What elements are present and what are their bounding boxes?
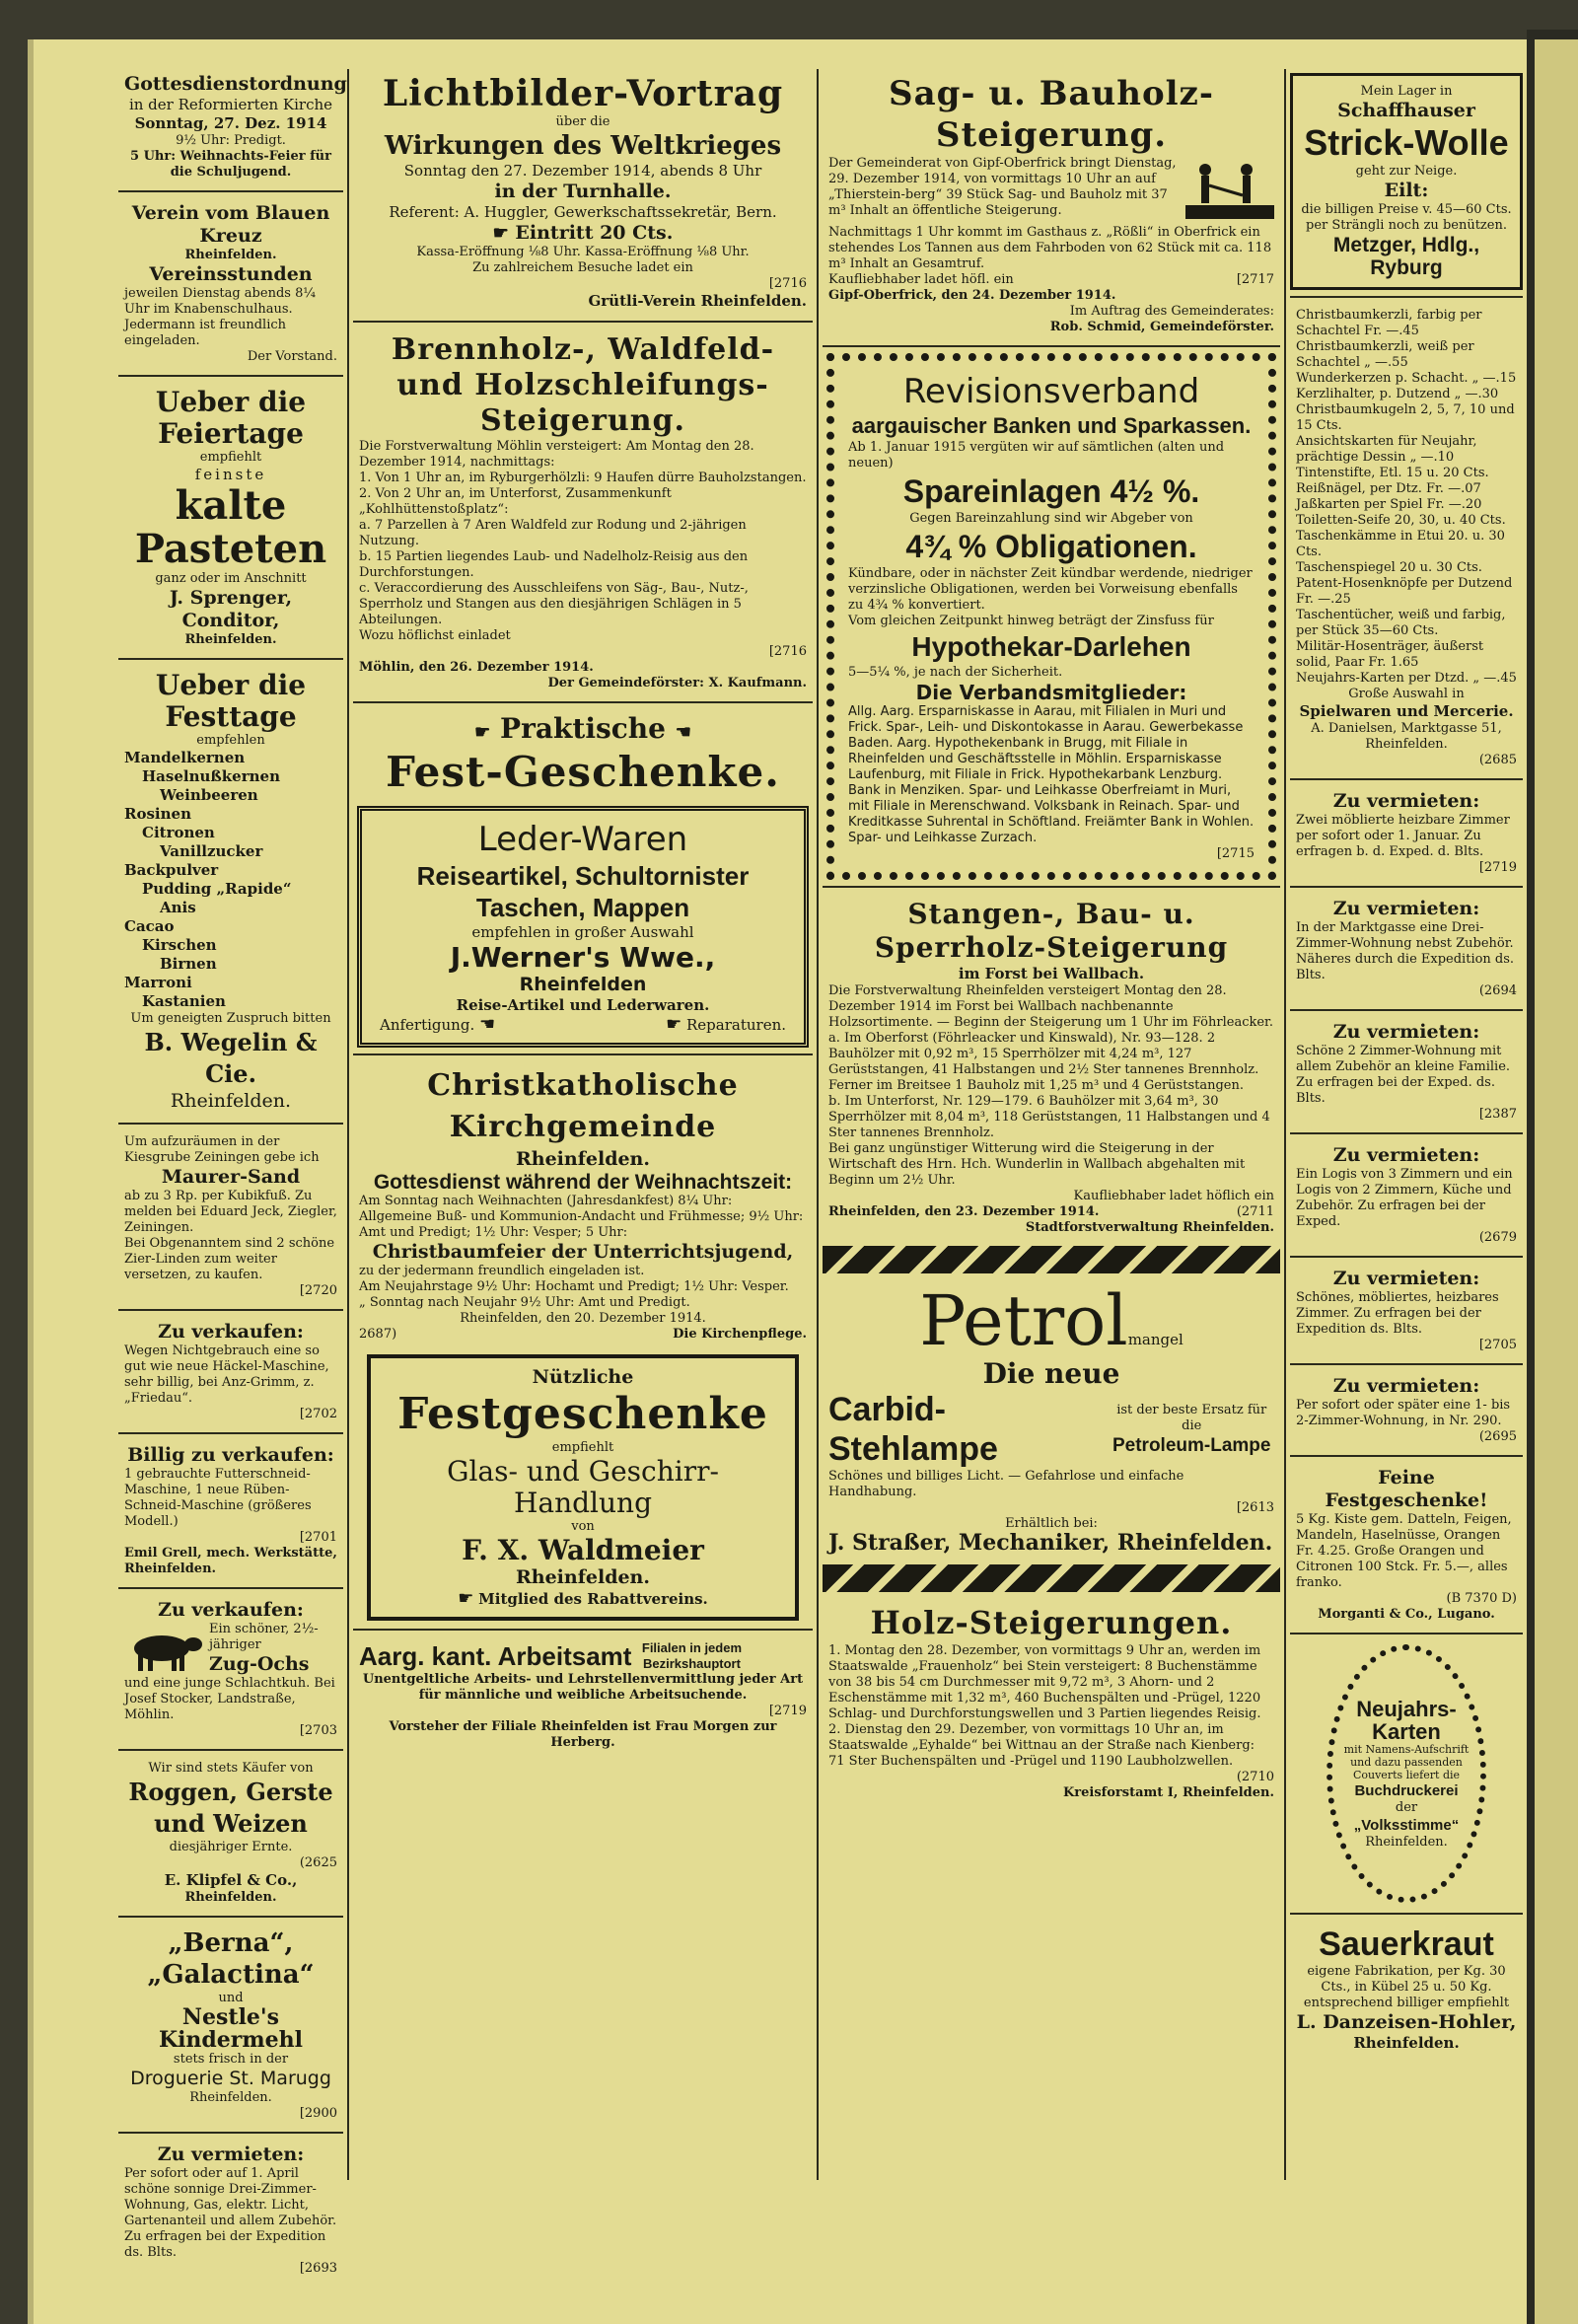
ad-text: Wegen Nichtgebrauch eine so gut wie neue Häckel-Maschine, sehr billig, bei Anz-Grimm, z. „Friedau“. <box>124 1344 329 1406</box>
ad-number: (B 7370 D) <box>1446 1591 1517 1606</box>
ad-number: [2693 <box>299 2261 337 2276</box>
ad-text: Wozu höflichst einladet <box>359 628 511 643</box>
ad-text: a. Im Oberforst (Föhrleacker und Kinswald), Nr. 93—128. 2 Bauhölzer mit 0,92 m³, 15 Sperrhölzer mit 4,24 m³, 127 Gerüststangen, 41 Halbstangen und 2½ Ster tannenes Brennholz. Ferner im Breitsee 1 Bauholz mit 1,25 m³ und 4 Gerüststangen. <box>828 1031 1259 1093</box>
ad-title: Zu vermieten: <box>1332 1144 1480 1166</box>
ad-date: Möhlin, den 26. Dezember 1914. <box>359 660 594 675</box>
ad-text: aargauischer Banken und Sparkassen. <box>851 413 1252 438</box>
ad-number: (2710 <box>1236 1770 1274 1784</box>
column-rule <box>1284 69 1286 2180</box>
pointing-hand-icon: ☚ <box>675 722 691 743</box>
ad-title: Zu vermieten: <box>1332 790 1480 812</box>
ad-verkaufen-1 <box>118 1317 343 1426</box>
ad-text: mit Namens-Aufschrift und dazu passenden Couverts liefert die <box>1343 1742 1470 1781</box>
ad-text: Gegen Bareinzahlung sind wir Abgeber von <box>909 511 1193 526</box>
ad-sign: Die Kirchenpflege. <box>673 1327 807 1342</box>
ad-text: 1. Montag den 28. Dezember, von vormittags 9 Uhr an, werden im Staatswalde „Frauenholz“ bei Stein versteigert: 8 Buchenstämme von 38 bis 54 cm Durchmesser mit 9,72 m³, 3 Ahorn- und 2 Eschenstämme mit 1,32 m³, 460 Buchenspälten und -Prügel, 1220 Schlag- und Durchforstungswellen und 3 Partien liegendes Reisig. <box>828 1643 1261 1721</box>
ad-text: von <box>571 1519 595 1534</box>
ad-text: b. 15 Partien liegendes Laub- und Nadelholz-Reisig aus den Durchforstungen. <box>359 549 749 580</box>
price-item: Christbaumkugeln 2, 5, 7, 10 und 15 Cts. <box>1296 402 1515 433</box>
ad-title: Stangen-, Bau- u. Sperrholz-Steigerung <box>874 898 1229 964</box>
product-item: Pudding „Rapide“ <box>142 880 292 898</box>
ad-title: Sag- u. Bauholz-Steigerung. <box>889 74 1214 155</box>
ad-number: [2716 <box>768 644 807 659</box>
ad-title: Billig zu verkaufen: <box>127 1444 334 1466</box>
ad-heading: im Forst bei Wallbach. <box>958 965 1145 982</box>
ad-text: Unentgeltliche Arbeits- und Lehrstellenvermittlung jeder Art für männliche und weibliche Arbeitsuchende. <box>362 1672 804 1703</box>
ad-text: über die <box>555 114 610 129</box>
ad-neujahrskarten <box>1327 1644 1486 1903</box>
ad-place: Rheinfelden <box>519 974 647 995</box>
ad-title: Revisionsverband <box>902 372 1200 411</box>
ad-title: Praktische <box>500 712 666 745</box>
ad-vermieten-v5 <box>1290 1264 1523 1357</box>
ad-text: Wir sind stets Käufer von <box>148 1761 314 1776</box>
ad-text: empfiehlt <box>199 450 262 465</box>
ad-text: Nachmittags 1 Uhr kommt im Gasthaus z. „Rößli“ in Oberfrick ein stehendes Los Tannen aus dem Fahrboden von 62 Stück mit ca. 118 m³ Inhalt an Gesamtruf. <box>828 225 1272 271</box>
product-item: Rosinen <box>124 805 191 823</box>
product-item: Anis <box>160 899 196 916</box>
ad-heading: Vereinsstunden <box>149 263 313 285</box>
ad-sign: Grütli-Verein Rheinfelden. <box>588 292 807 310</box>
ad-place: Rheinfelden. <box>1365 1834 1448 1850</box>
ad-sign: Rob. Schmid, Gemeindeförster. <box>1049 320 1274 334</box>
ad-text: Schönes, möbliertes, heizbares Zimmer. Zu erfragen bei der Expedition ds. Blts. <box>1296 1290 1499 1337</box>
ad-praktische <box>353 709 813 800</box>
ad-text: Schaffhauser <box>1337 100 1475 121</box>
product-item: Weinbeeren <box>160 786 258 804</box>
ad-text: Bei ganz ungünstiger Witterung wird die Steigerung in der Wirtschaft des Hrn. Hch. Wunderlin in Wallbach abgehalten mit Beginn um 2½ Uhr. <box>828 1141 1246 1188</box>
ad-sauerkraut <box>1290 1921 1523 2057</box>
ad-christbaum <box>1290 304 1523 772</box>
ad-title: Zu verkaufen: <box>158 1599 304 1621</box>
ad-heading: Hypothekar-Darlehen <box>911 631 1191 662</box>
ad-text: empfiehlt <box>551 1440 614 1455</box>
price-item: Kerzlihalter, p. Dutzend „ —.30 <box>1296 387 1499 401</box>
ad-text: In der Marktgasse eine Drei-Zimmer-Wohnung nebst Zubehör. Näheres durch die Expedition ds. Blts. <box>1296 920 1515 982</box>
ad-text: Kündbare, oder in nächster Zeit kündbar werdende, niedriger verzinsliche Obligationen, werden bei Vorweisung ebenfalls zu 4¾ % konvertiert. <box>848 566 1253 613</box>
ad-place: in der Turnhalle. <box>494 181 672 202</box>
column-4 <box>1290 69 1523 2190</box>
ad-number: [2716 <box>768 276 807 291</box>
ad-text: Zu zahlreichem Besuche ladet ein <box>472 260 693 275</box>
ad-title: Zu vermieten: <box>1332 1021 1480 1043</box>
ad-vermieten-v6 <box>1290 1371 1523 1449</box>
ad-text: Schönes und billiges Licht. — Gefahrlose und einfache Handhabung. <box>828 1469 1184 1499</box>
pointing-hand-icon: ☛ <box>492 223 509 244</box>
ad-text: Ab 1. Januar 1915 vergüten wir auf sämtlichen (alten und neuen) <box>848 440 1225 471</box>
ad-text: Reise-Artikel und Lederwaren. <box>456 996 710 1014</box>
ad-arbeitsamt <box>353 1636 813 1755</box>
ad-vortrag <box>353 69 813 315</box>
ad-text: Um aufzuräumen in der Kiesgrube Zeiningen gebe ich <box>124 1134 320 1165</box>
ad-text: Zwei möblierte heizbare Zimmer per sofort oder 1. Januar. Zu erfragen b. d. Exped. d. Blts. <box>1296 813 1510 859</box>
ad-text: Handlung <box>513 1487 652 1519</box>
ad-title: Leder-Waren <box>477 820 688 859</box>
price-item: Taschentücher, weiß und farbig, per Stück 35—60 Cts. <box>1296 608 1506 638</box>
ad-text: geht zur Neige. <box>1355 164 1458 179</box>
ad-text: Die neue <box>982 1357 1120 1390</box>
ad-number: [2701 <box>299 1530 337 1545</box>
ad-name: Morganti & Co., Lugano. <box>1318 1607 1495 1622</box>
ad-number: [2387 <box>1478 1107 1517 1122</box>
column-1 <box>118 69 347 2276</box>
ad-text: Per sofort oder auf 1. April schöne sonnige Drei-Zimmer-Wohnung, Gas, elektr. Licht, Gartenanteil und allem Zubehör. Zu erfragen bei der Expedition ds. Blts. <box>124 2166 337 2260</box>
ad-text: Eintritt 20 Cts. <box>515 222 674 244</box>
ad-date: Rheinfelden, den 20. Dezember 1914. <box>460 1311 706 1326</box>
ad-place: Rheinfelden. <box>170 1090 292 1112</box>
ad-heading: Christbaumfeier der Unterrichtsjugend, <box>372 1241 794 1263</box>
ad-text: empfehlen <box>196 733 265 748</box>
decorative-border <box>823 1564 1280 1592</box>
price-item: Christbaumkerzli, farbig per Schachtel Fr. —.45 <box>1296 308 1482 338</box>
ad-title: Nestle's Kindermehl <box>158 2004 304 2053</box>
product-item: Haselnußkernen <box>142 767 280 785</box>
ad-title: Holz-Steigerungen. <box>870 1604 1233 1641</box>
ad-title: Feine Festgeschenke! <box>1325 1467 1488 1511</box>
column-3 <box>823 69 1280 2190</box>
ad-number: [2702 <box>299 1407 337 1421</box>
ad-number: [2705 <box>1478 1338 1517 1352</box>
ad-text: Filialen in jedem Bezirkshauptort <box>641 1640 743 1671</box>
ad-heading: Gottesdienst während der Weihnachtszeit: <box>373 1171 793 1194</box>
pointing-hand-icon: ☛ <box>474 722 491 743</box>
ad-sag-bauholz <box>823 69 1280 339</box>
price-item: Toiletten-Seife 20, 30, u. 40 Cts. <box>1296 513 1506 528</box>
ad-roggen <box>118 1757 343 1910</box>
ad-title: Karten <box>1372 1718 1441 1744</box>
ad-vermieten-v1 <box>1290 786 1523 880</box>
ad-heading: Die Verbandsmitglieder: <box>915 681 1187 704</box>
ad-text: ist der beste Ersatz für die <box>1116 1402 1267 1433</box>
ad-title: Ueber die Feiertage <box>155 386 307 450</box>
pointing-hand-icon: ☛ <box>666 1014 682 1035</box>
ad-main: Zug-Ochs <box>209 1653 310 1675</box>
ad-name: B. Wegelin & Cie. <box>144 1028 318 1088</box>
ad-text: Anfertigung. <box>380 1016 475 1034</box>
ad-text: Mein Lager in <box>1360 84 1453 99</box>
ad-text: „ Sonntag nach Neujahr 9½ Uhr: Amt und Predigt. <box>359 1295 690 1310</box>
product-item: Vanillzucker <box>160 842 263 860</box>
ad-main: Wirkungen des Weltkrieges <box>384 131 782 161</box>
ad-number: [2715 <box>1216 846 1255 861</box>
price-item: Taschenspiegel 20 u. 30 Cts. <box>1296 560 1482 575</box>
ad-number: [2900 <box>299 2106 337 2121</box>
ad-rate: Spareinlagen 4½ %. <box>902 473 1200 509</box>
ox-icon <box>124 1625 203 1674</box>
ad-text: diesjähriger Ernte. <box>169 1840 293 1854</box>
decorative-border <box>823 1246 1280 1273</box>
ad-text: Der Gemeinderat von Gipf-Oberfrick bringt Dienstag, 29. Dezember 1914, von vormittags 10 Uhr an auf „Thierstein-berg“ 39 Stück Sag- und Bauholz mit 37 m³ Inhalt an öffentliche Steigerung. <box>828 156 1177 218</box>
price-list <box>1296 308 1517 687</box>
price-item: Wunderkerzen p. Schacht. „ —.15 <box>1296 371 1517 386</box>
ad-name: „Volksstimme“ <box>1353 1816 1460 1834</box>
ad-text: 5 Kg. Kiste gem. Datteln, Feigen, Mandeln, Haselnüsse, Orangen Fr. 4.25. Große Orangen und Citronen 100 Stck. Fr. 5.—, alles franko. <box>1296 1512 1512 1590</box>
product-item: Kirschen <box>142 936 217 954</box>
ad-text: Vom gleichen Zeitpunkt hinweg beträgt der Zinsfuss für <box>848 614 1214 628</box>
ad-maurersand <box>118 1130 343 1303</box>
ad-name: Emil Grell, mech. Werkstätte, Rheinfelden. <box>124 1546 337 1576</box>
ad-text: zu der jedermann freundlich eingeladen ist. <box>359 1264 645 1278</box>
price-item: Taschenkämme in Etui 20. u. 30 Cts. <box>1296 529 1505 559</box>
ad-festtage <box>118 666 343 1117</box>
ad-stangen <box>823 894 1280 1240</box>
ad-text: Mitglied des Rabattvereins. <box>478 1590 708 1608</box>
ad-number: [2719 <box>1478 860 1517 875</box>
ad-text: Um geneigten Zuspruch bitten <box>130 1011 331 1026</box>
ad-text: Am Sonntag nach Weihnachten (Jahresdankfest) 8¼ Uhr: Allgemeine Buß- und Kommunion-Andacht und Frühmesse; 9½ Uhr: Amt und Predigt; 1½ Uhr: Vesper; 5 Uhr: <box>359 1194 804 1240</box>
ad-text: Nützliche <box>532 1366 634 1388</box>
ad-text: Schöne 2 Zimmer-Wohnung mit allem Zubehör an kleine Familie. Zu erfragen bei der Exped. ds. Blts. <box>1296 1044 1511 1106</box>
ad-text: mangel <box>1127 1331 1184 1348</box>
ad-title: Fest-Geschenke. <box>386 748 780 796</box>
ad-title: Zu vermieten: <box>1332 1268 1480 1289</box>
ad-number: [2703 <box>299 1723 337 1738</box>
ad-name: J.Werner's Wwe., <box>450 941 716 974</box>
pointing-hand-icon: ☚ <box>479 1014 496 1035</box>
ad-verkaufen-2 <box>118 1595 343 1743</box>
ad-place: Rheinfelden. <box>189 2090 272 2105</box>
ad-revisionsverband <box>826 353 1276 880</box>
ad-number: [2613 <box>1236 1500 1274 1515</box>
ad-text: Spielwaren und Mercerie. <box>1299 702 1514 720</box>
price-item: Neujahrs-Karten per Dtzd. „ —.45 <box>1296 671 1517 686</box>
ad-text: Erhältlich bei: <box>1005 1516 1098 1531</box>
price-item: Jaßkarten per Spiel Fr. —.20 <box>1296 497 1482 512</box>
ad-text: jeweilen Dienstag abends 8¼ Uhr im Knabenschulhaus. Jedermann ist freundlich eingeladen. <box>124 286 316 348</box>
ad-text: der <box>1395 1799 1418 1815</box>
ad-text: feinste <box>194 466 267 483</box>
ad-text: 2. Von 2 Uhr an, im Unterforst, Zusammenkunft „Kohlhüttenstoßplatz“: <box>359 486 672 517</box>
ad-name: F. X. Waldmeier <box>462 1534 704 1566</box>
ad-date: Sonntag den 27. Dezember 1914, abends 8 Uhr <box>403 162 762 180</box>
ad-name: Buchdruckerei <box>1354 1781 1459 1799</box>
ad-number: (2685 <box>1478 753 1517 767</box>
ad-text: und eine junge Schlachtkuh. Bei Josef Stocker, Landstraße, Möhlin. <box>124 1676 335 1722</box>
ad-title: „Galactina“ <box>147 1960 315 1990</box>
ad-title: Zu vermieten: <box>1332 1375 1480 1397</box>
ad-number: (2694 <box>1478 983 1517 998</box>
column-2 <box>353 69 813 2190</box>
ad-title: Aarg. kant. Arbeitsamt <box>359 1641 632 1671</box>
ad-text: Die Forstverwaltung Möhlin versteigert: Am Montag den 28. Dezember 1914, nachmittags: <box>359 439 754 470</box>
ad-name: A. Danielsen, Marktgasse 51, Rheinfelden. <box>1311 721 1502 752</box>
ad-brennholz <box>353 328 813 695</box>
ad-heading: Eilt: <box>1384 180 1429 201</box>
ad-place: Rheinfelden. <box>184 1890 277 1905</box>
ad-text: Referent: A. Huggler, Gewerkschaftssekretär, Bern. <box>389 203 777 221</box>
product-item: Mandelkernen <box>124 749 246 766</box>
ad-number: 2687) <box>359 1327 397 1342</box>
ad-text: Glas- und Geschirr- <box>447 1455 719 1488</box>
ad-text: c. Veraccordierung des Ausschleifens von Säg-, Bau-, Nutz-, Sperrholz und Stangen aus den diesjährigen Schlägen in 5 Abteilungen. <box>359 581 749 627</box>
ad-text: Kassa-Eröffnung ⅛8 Uhr. Kassa-Eröffnung ⅛8 Uhr. <box>416 245 750 259</box>
ad-text: und <box>218 1991 244 2005</box>
ad-feiertage <box>118 383 343 652</box>
ad-text: Petroleum-Lampe <box>1112 1434 1271 1456</box>
ad-holzsteigerungen <box>823 1598 1280 1805</box>
ad-petrol <box>823 1279 1280 1559</box>
ad-date: Sonntag, 27. Dez. 1914 <box>134 114 327 132</box>
product-item: Kastanien <box>142 992 226 1010</box>
ad-text: Die Forstverwaltung Rheinfelden versteigert Montag den 28. Dezember 1914 im Forst bei Wallbach nachbenannte Holzsortimente. — Beginn der Steigerung um 1 Uhr im Föhrleacker. <box>828 983 1273 1030</box>
price-item: Ansichtskarten für Neujahr, prächtige Dessin „ —.10 <box>1296 434 1477 465</box>
ad-vermieten-v3 <box>1290 1017 1523 1126</box>
ad-text: eigene Fabrikation, per Kg. 30 Cts., in Kübel 25 u. 50 Kg. entsprechend billiger empfiehlt <box>1303 1964 1510 2010</box>
ad-name: Metzger, Hdlg., Ryburg <box>1332 234 1480 279</box>
ad-title: Verein vom Blauen Kreuz <box>131 202 330 247</box>
ad-text: die billigen Preise v. 45—60 Cts. per Strängli noch zu benützen. <box>1301 202 1512 233</box>
ad-number: (2679 <box>1478 1230 1517 1245</box>
ad-text: Ein schöner, 2½-jähriger <box>209 1622 319 1652</box>
product-item: Marroni <box>124 974 192 991</box>
ad-name: J. Sprenger, Conditor, <box>169 587 293 631</box>
price-item: Militär-Hosenträger, äußerst solid, Paar Fr. 1.65 <box>1296 639 1484 670</box>
ad-name: E. Klipfel & Co., <box>164 1871 298 1889</box>
ad-place: Rheinfelden. <box>184 248 277 262</box>
ad-title: „Berna“, <box>168 1928 294 1958</box>
product-item: Cacao <box>124 917 175 935</box>
price-item: Tintenstifte, Etl. 15 u. 20 Cts. <box>1296 466 1489 480</box>
ad-name: J. Straßer, Mechaniker, Rheinfelden. <box>828 1530 1273 1556</box>
product-item: Birnen <box>160 955 217 973</box>
ad-text: ab zu 3 Rp. per Kubikfuß. Zu melden bei Eduard Jeck, Ziegler, Zeiningen. <box>124 1189 337 1235</box>
ad-number: (2695 <box>1478 1429 1517 1444</box>
ad-text: Vorsteher der Filiale Rheinfelden ist Frau Morgen zur Herberg. <box>389 1719 777 1750</box>
ad-number: [2720 <box>299 1283 337 1298</box>
product-item: Backpulver <box>124 861 219 879</box>
column-rule <box>347 69 349 2180</box>
ad-text: empfehlen in großer Auswahl <box>471 923 694 941</box>
vermieten-ads <box>1290 778 1523 1449</box>
ad-main: Carbid-Stehlampe <box>828 1391 998 1468</box>
ad-strickwolle <box>1290 73 1523 290</box>
ad-text: 5 Uhr: Weihnachts-Feier für die Schuljugend. <box>130 149 331 180</box>
ad-text: Per sofort oder später eine 1- bis 2-Zimmer-Wohnung, in Nr. 290. <box>1296 1398 1511 1428</box>
ad-title: Maurer-Sand <box>161 1166 301 1188</box>
ad-sign: Der Gemeindeförster: X. Kaufmann. <box>547 676 807 690</box>
ad-date: Gipf-Oberfrick, den 24. Dezember 1914. <box>828 288 1116 303</box>
ad-berna <box>118 1924 343 2126</box>
ad-text: a. 7 Parzellen à 7 Aren Waldfeld zur Rodung und 2-jährigen Nutzung. <box>359 518 747 548</box>
ad-title: Gottesdienstordnung <box>124 73 347 95</box>
ad-rate: 4¾ % Obligationen. <box>905 529 1197 564</box>
ad-name: Droguerie St. Marugg <box>130 2068 331 2089</box>
ad-text: 9½ Uhr: Predigt. <box>176 133 286 148</box>
ad-number: (2625 <box>299 1855 337 1870</box>
ad-place: Rheinfelden. <box>184 632 277 647</box>
next-page-edge <box>1535 39 1578 2324</box>
ad-title: Lichtbilder-Vortrag <box>382 73 784 114</box>
ad-main: Strick-Wolle <box>1304 122 1509 163</box>
ad-title: Sauerkraut <box>1319 1925 1494 1963</box>
price-item: Christbaumkerzli, weiß per Schachtel „ —.55 <box>1296 339 1474 370</box>
ad-title: Zu verkaufen: <box>158 1321 304 1343</box>
ad-sign: Kreisforstamt I, Rheinfelden. <box>1062 1785 1274 1800</box>
ad-billig <box>118 1440 343 1581</box>
ad-title: Festgeschenke <box>397 1389 768 1439</box>
ad-title: Brennholz-, Waldfeld- und Holzschleifungs-Steigerung. <box>391 332 775 438</box>
ad-gottesdienst <box>118 69 347 184</box>
ad-blaukreuz <box>118 198 343 369</box>
ad-text: Ein Logis von 3 Zimmern und ein Logis von 2 Zimmern, Küche und Zubehör. Zu erfragen bei der Exped. <box>1296 1167 1513 1229</box>
pointing-hand-icon: ☛ <box>458 1588 474 1609</box>
ad-title: Petrol <box>919 1280 1128 1361</box>
ad-sign: Stadtforstverwaltung Rheinfelden. <box>1025 1220 1274 1235</box>
ad-sign: Im Auftrag des Gemeinderates: <box>1069 304 1274 319</box>
ad-date: Rheinfelden, den 23. Dezember 1914. <box>828 1204 1100 1219</box>
price-item: Patent-Hosenknöpfe per Dutzend Fr. —.25 <box>1296 576 1513 607</box>
ad-text: in der Reformierten Kirche <box>128 96 333 113</box>
ad-main: kalte Pasteten <box>134 482 327 572</box>
ad-title: Neujahrs- <box>1356 1696 1457 1721</box>
ad-number: [2717 <box>1236 272 1274 287</box>
ad-text: Kaufliebhaber ladet höfl. ein <box>828 272 1014 287</box>
ad-festgeschenke <box>367 1354 799 1621</box>
ad-feine-festgeschenke <box>1290 1463 1523 1627</box>
ad-text: b. Im Unterforst, Nr. 129—179. 6 Bauhölzer mit 3,64 m³, 30 Sperrhölzer mit 8,04 m³, 118 Gerüststangen, 11 Halbstangen und 4 Ster tannenes Brennholz. <box>828 1094 1270 1140</box>
ad-text: Kaufliebhaber ladet höflich ein <box>1073 1189 1274 1203</box>
ad-title: Ueber die Festtage <box>155 669 307 733</box>
ad-christkatholisch <box>353 1061 813 1346</box>
ad-text: Taschen, Mappen <box>475 893 690 922</box>
woodcutters-illustration-icon <box>1185 156 1274 225</box>
ad-number: (2711 <box>1236 1204 1274 1219</box>
ad-number: [2719 <box>768 1704 807 1718</box>
ad-text: 2. Dienstag den 29. Dezember, von vormittags 10 Uhr an, im Staatswalde „Eyhalde“ bei Wittnau an der Straße nach Kienberg: 71 Ster Buchenspälten und -Prügel und 1190 Laubholzwellen. <box>828 1722 1255 1769</box>
column-rule <box>817 69 819 2180</box>
ad-place: Rheinfelden. <box>515 1148 650 1170</box>
ad-text: ganz oder im Anschnitt <box>155 571 307 586</box>
ad-text: 1. Von 1 Uhr an, im Ryburgerhölzli: 9 Haufen dürre Bauholzstangen. <box>359 471 807 485</box>
product-list <box>124 749 337 1011</box>
ad-title: Zu vermieten: <box>157 2143 305 2165</box>
ad-vermieten-v2 <box>1290 894 1523 1003</box>
ad-title: Roggen, Gerste und Weizen <box>128 1778 333 1838</box>
ad-text: Allg. Aarg. Ersparniskasse in Aarau, mit Filialen in Muri und Frick. Spar-, Leih- und Diskontokasse in Aarau. Gewerbekasse Baden. Aarg. Hypothekenbank in Brugg, mit Filiale in Rheinfelden und Geschäftsstelle in Möhlin. Ersparniskasse Laufenburg, mit Filiale in Frick. Hypothekarbank Lenzburg. Bank in Menziken. Spar- und Leihkasse Oberfreiamt in Muri, mit Filiale in Merenschwand. Volksbank in Reinach. Spar- und Kreditkasse Suhrental in Schöftland. Freiämter Bank in Wohlen. Spar- und Leihkasse Zurzach. <box>848 704 1255 845</box>
ad-text: 1 gebrauchte Futterschneid-Maschine, 1 neue Rüben-Schneid-Maschine (größeres Modell.) <box>124 1467 312 1529</box>
ad-title: Christkatholische Kirchgemeinde <box>427 1068 739 1144</box>
ad-text: Große Auswahl in <box>1348 687 1465 701</box>
ad-text: stets frisch in der <box>173 2052 289 2067</box>
ad-place: Rheinfelden. <box>515 1566 650 1588</box>
ad-text: 5—5¼ %, je nach der Sicherheit. <box>848 665 1063 680</box>
ad-name: L. Danzeisen-Hohler, <box>1296 2011 1517 2033</box>
ad-text: Am Neujahrstage 9½ Uhr: Hochamt und Predigt; 1½ Uhr: Vesper. <box>359 1279 789 1294</box>
ad-place: Rheinfelden. <box>1353 2034 1460 2052</box>
ad-vermieten-v4 <box>1290 1140 1523 1250</box>
product-item: Citronen <box>142 824 215 841</box>
ad-vermieten <box>118 2140 343 2281</box>
ad-text: Reparaturen. <box>686 1016 786 1034</box>
ad-text: Reiseartikel, Schultornister <box>416 861 750 891</box>
ad-sign: Der Vorstand. <box>247 349 337 364</box>
ad-title: Zu vermieten: <box>1332 898 1480 919</box>
ad-text: Bei Obgenanntem sind 2 schöne Zier-Linden zum weiter versetzen, zu kaufen. <box>124 1236 335 1282</box>
price-item: Reißnägel, per Dtz. Fr. —.07 <box>1296 481 1481 496</box>
ad-lederwaren <box>357 806 809 1048</box>
